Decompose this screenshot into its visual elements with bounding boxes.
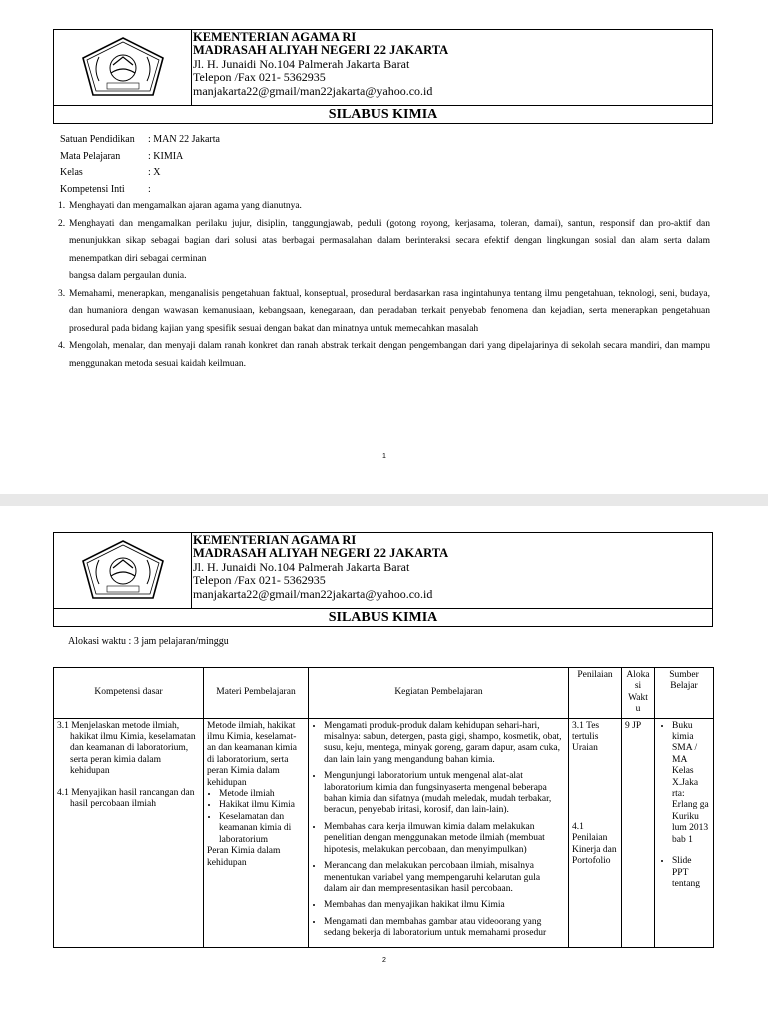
ki-item-continuation: bangsa dalam pergaulan dunia. <box>69 271 187 281</box>
meta-row: Satuan Pendidikan : MAN 22 Jakarta <box>60 134 220 145</box>
school-address: Jl. H. Junaidi No.104 Palmerah Jakarta Barat <box>193 56 410 71</box>
list-item: • Metode ilmiah <box>219 789 305 800</box>
cell-alokasi: 9 JP <box>622 718 655 947</box>
page-separator <box>0 494 768 506</box>
ministry-logo <box>54 30 192 105</box>
cell-kegiatan <box>309 718 569 947</box>
ki-item: 3. Memahami, menerapkan, menganalisis pengetahuan faktual, konseptual, prosedural berdasarkan rasa ingintahunya tentang ilmu pengetahuan, teknologi, seni, budaya, dan humaniora dengan wawasan kemanusiaan, kebangsaan, kenegaraan, dan peradaban terkait penyebab fenomena dan kejadian, serta menerapkan pengetahuan prosedural pada bidang kajian yang spesifik sesuai dengan bakat dan minatnya untuk memecahkan masalah <box>58 288 710 334</box>
ministry-name: KEMENTERIAN AGAMA RI <box>193 30 357 44</box>
cell-kompetensi-dasar: 3.1 Menjelaskan metode ilmiah, hakikat ilmu Kimia, keselamatan dan keamanan di laboratorium, serta peran kimia dalam kehidupan 4.1 Menyajikan hasil rancangan dan hasil percobaan ilmiah <box>54 718 204 947</box>
course-meta <box>60 132 220 198</box>
header-sumber: Sumber Belajar <box>655 668 714 719</box>
meta-row: Kompetensi Inti : <box>60 183 151 195</box>
cell-sumber <box>655 718 714 947</box>
school-address: Jl. H. Junaidi No.104 Palmerah Jakarta Barat <box>193 559 410 574</box>
ministry-name: KEMENTERIAN AGAMA RI <box>193 533 357 547</box>
header-kegiatan: Kegiatan Pembelajaran <box>309 668 569 719</box>
table-row <box>54 718 714 947</box>
ki-item: 2. Menghayati dan mengamalkan perilaku jujur, disiplin, tanggungjawab, peduli (gotong royong, kerjasama, toleran, damai), santun, responsif dan pro-aktif dan menunjukkan sikap sebagai bagian dari solusi atas berbagai permasalahan dalam berinteraksi secara efektif dengan lingkungan sosial dan alam serta dalam menempatkan diri sebagai cerminan <box>58 218 710 264</box>
table-header-row <box>54 668 714 719</box>
kompetensi-inti-list <box>58 198 710 373</box>
letterhead-page-2 <box>53 532 713 627</box>
list-item: • Mengamati dan membahas gambar atau videoorang yang sedang bekerja di laboratorium untuk memahami prosedur <box>324 917 565 940</box>
document-title: SILABUS KIMIA <box>328 610 438 625</box>
ministry-logo <box>54 533 192 608</box>
header-kd: Kompetensi dasar <box>54 668 204 719</box>
header-alokasi: Aloka si Wakt u <box>622 668 655 719</box>
meta-row: Kelas : X <box>60 167 161 178</box>
list-item: • Slide PPT tentang <box>672 856 710 890</box>
meta-row: Mata Pelajaran : KIMIA <box>60 150 184 162</box>
syllabus-table <box>53 667 714 948</box>
letterhead-page-1 <box>53 29 713 124</box>
list-item: • Membahas cara kerja ilmuwan kimia dalam melakukan penelitian dengan menggunakan metode ilmiah (membuat hipotesis, melakukan percobaan, dan menyimpulkan) <box>324 822 565 856</box>
school-email: manjakarta22@gmail/man22jakarta@yahoo.co.id <box>193 83 433 98</box>
school-phone: Telepon /Fax 021- 5362935 <box>193 573 326 588</box>
ki-item: 1. Menghayati dan mengamalkan ajaran agama yang dianutnya. <box>58 201 302 211</box>
list-item: • Mengamati produk-produk dalam kehidupan sehari-hari, misalnya: sabun, detergen, pasta gigi, shampo, kosmetik, obat, susu, keju, mentega, minyak goreng, garam dapur, asam cuka, dan lain lain yang mengandung bahan kimia. <box>324 721 565 767</box>
school-phone: Telepon /Fax 021- 5362935 <box>193 70 326 85</box>
time-allocation: Alokasi waktu : 3 jam pelajaran/minggu <box>68 636 229 647</box>
page-number: 1 <box>382 453 386 460</box>
header-penilaian: Penilaian <box>569 668 622 719</box>
page-number: 2 <box>382 957 386 964</box>
ki-item: 4. Mengolah, menalar, dan menyaji dalam ranah konkret dan ranah abstrak terkait dengan pengembangan dari yang dipelajarinya di sekolah secara mandiri, dan mampu menggunakan metoda sesuai kaidah keilmuan. <box>58 341 710 369</box>
header-materi: Materi Pembelajaran <box>204 668 309 719</box>
document-title: SILABUS KIMIA <box>328 107 438 122</box>
list-item: • Buku kimia SMA / MA Kelas X.Jaka rta: Erlang ga Kuriku lum 2013 bab 1 <box>672 721 710 846</box>
list-item: • Hakikat ilmu Kimia <box>219 800 305 811</box>
list-item: • Mengunjungi laboratorium untuk mengenal alat-alat laboratorium kimia dan fungsinyaserta mengenal beberapa bahan kimia dan sifatnya (mudah meledak, mudah terbakar, beracun, penyebab iritasi, korosif, dan lain-lain). <box>324 771 565 817</box>
cell-materi: Metode ilmiah, hakikat ilmu Kimia, keselamat-an dan keamanan kimia di laboratorium, serta peran Kimia dalam kehidupan • Metode ilmiah • Hakikat ilmu Kimia • Keselamatan dan keamanan kimia di laboratorium Peran Kimia dalam kehidupan <box>204 718 309 947</box>
school-name: MADRASAH ALIYAH NEGERI 22 JAKARTA <box>193 546 449 561</box>
school-email: manjakarta22@gmail/man22jakarta@yahoo.co.id <box>193 586 433 601</box>
list-item: • Merancang dan melakukan percobaan ilmiah, misalnya menentukan variabel yang mempengaruhi kelarutan gula dalam air dan mempresentasikan hasil percobaan. <box>324 861 565 895</box>
list-item: • Membahas dan menyajikan hakikat ilmu Kimia <box>324 900 565 911</box>
cell-penilaian: 3.1 Tes tertulis Uraian 4.1 Penilaian Kinerja dan Portofolio <box>569 718 622 947</box>
school-name: MADRASAH ALIYAH NEGERI 22 JAKARTA <box>193 43 449 58</box>
list-item: • Keselamatan dan keamanan kimia di laboratorium <box>219 812 305 846</box>
